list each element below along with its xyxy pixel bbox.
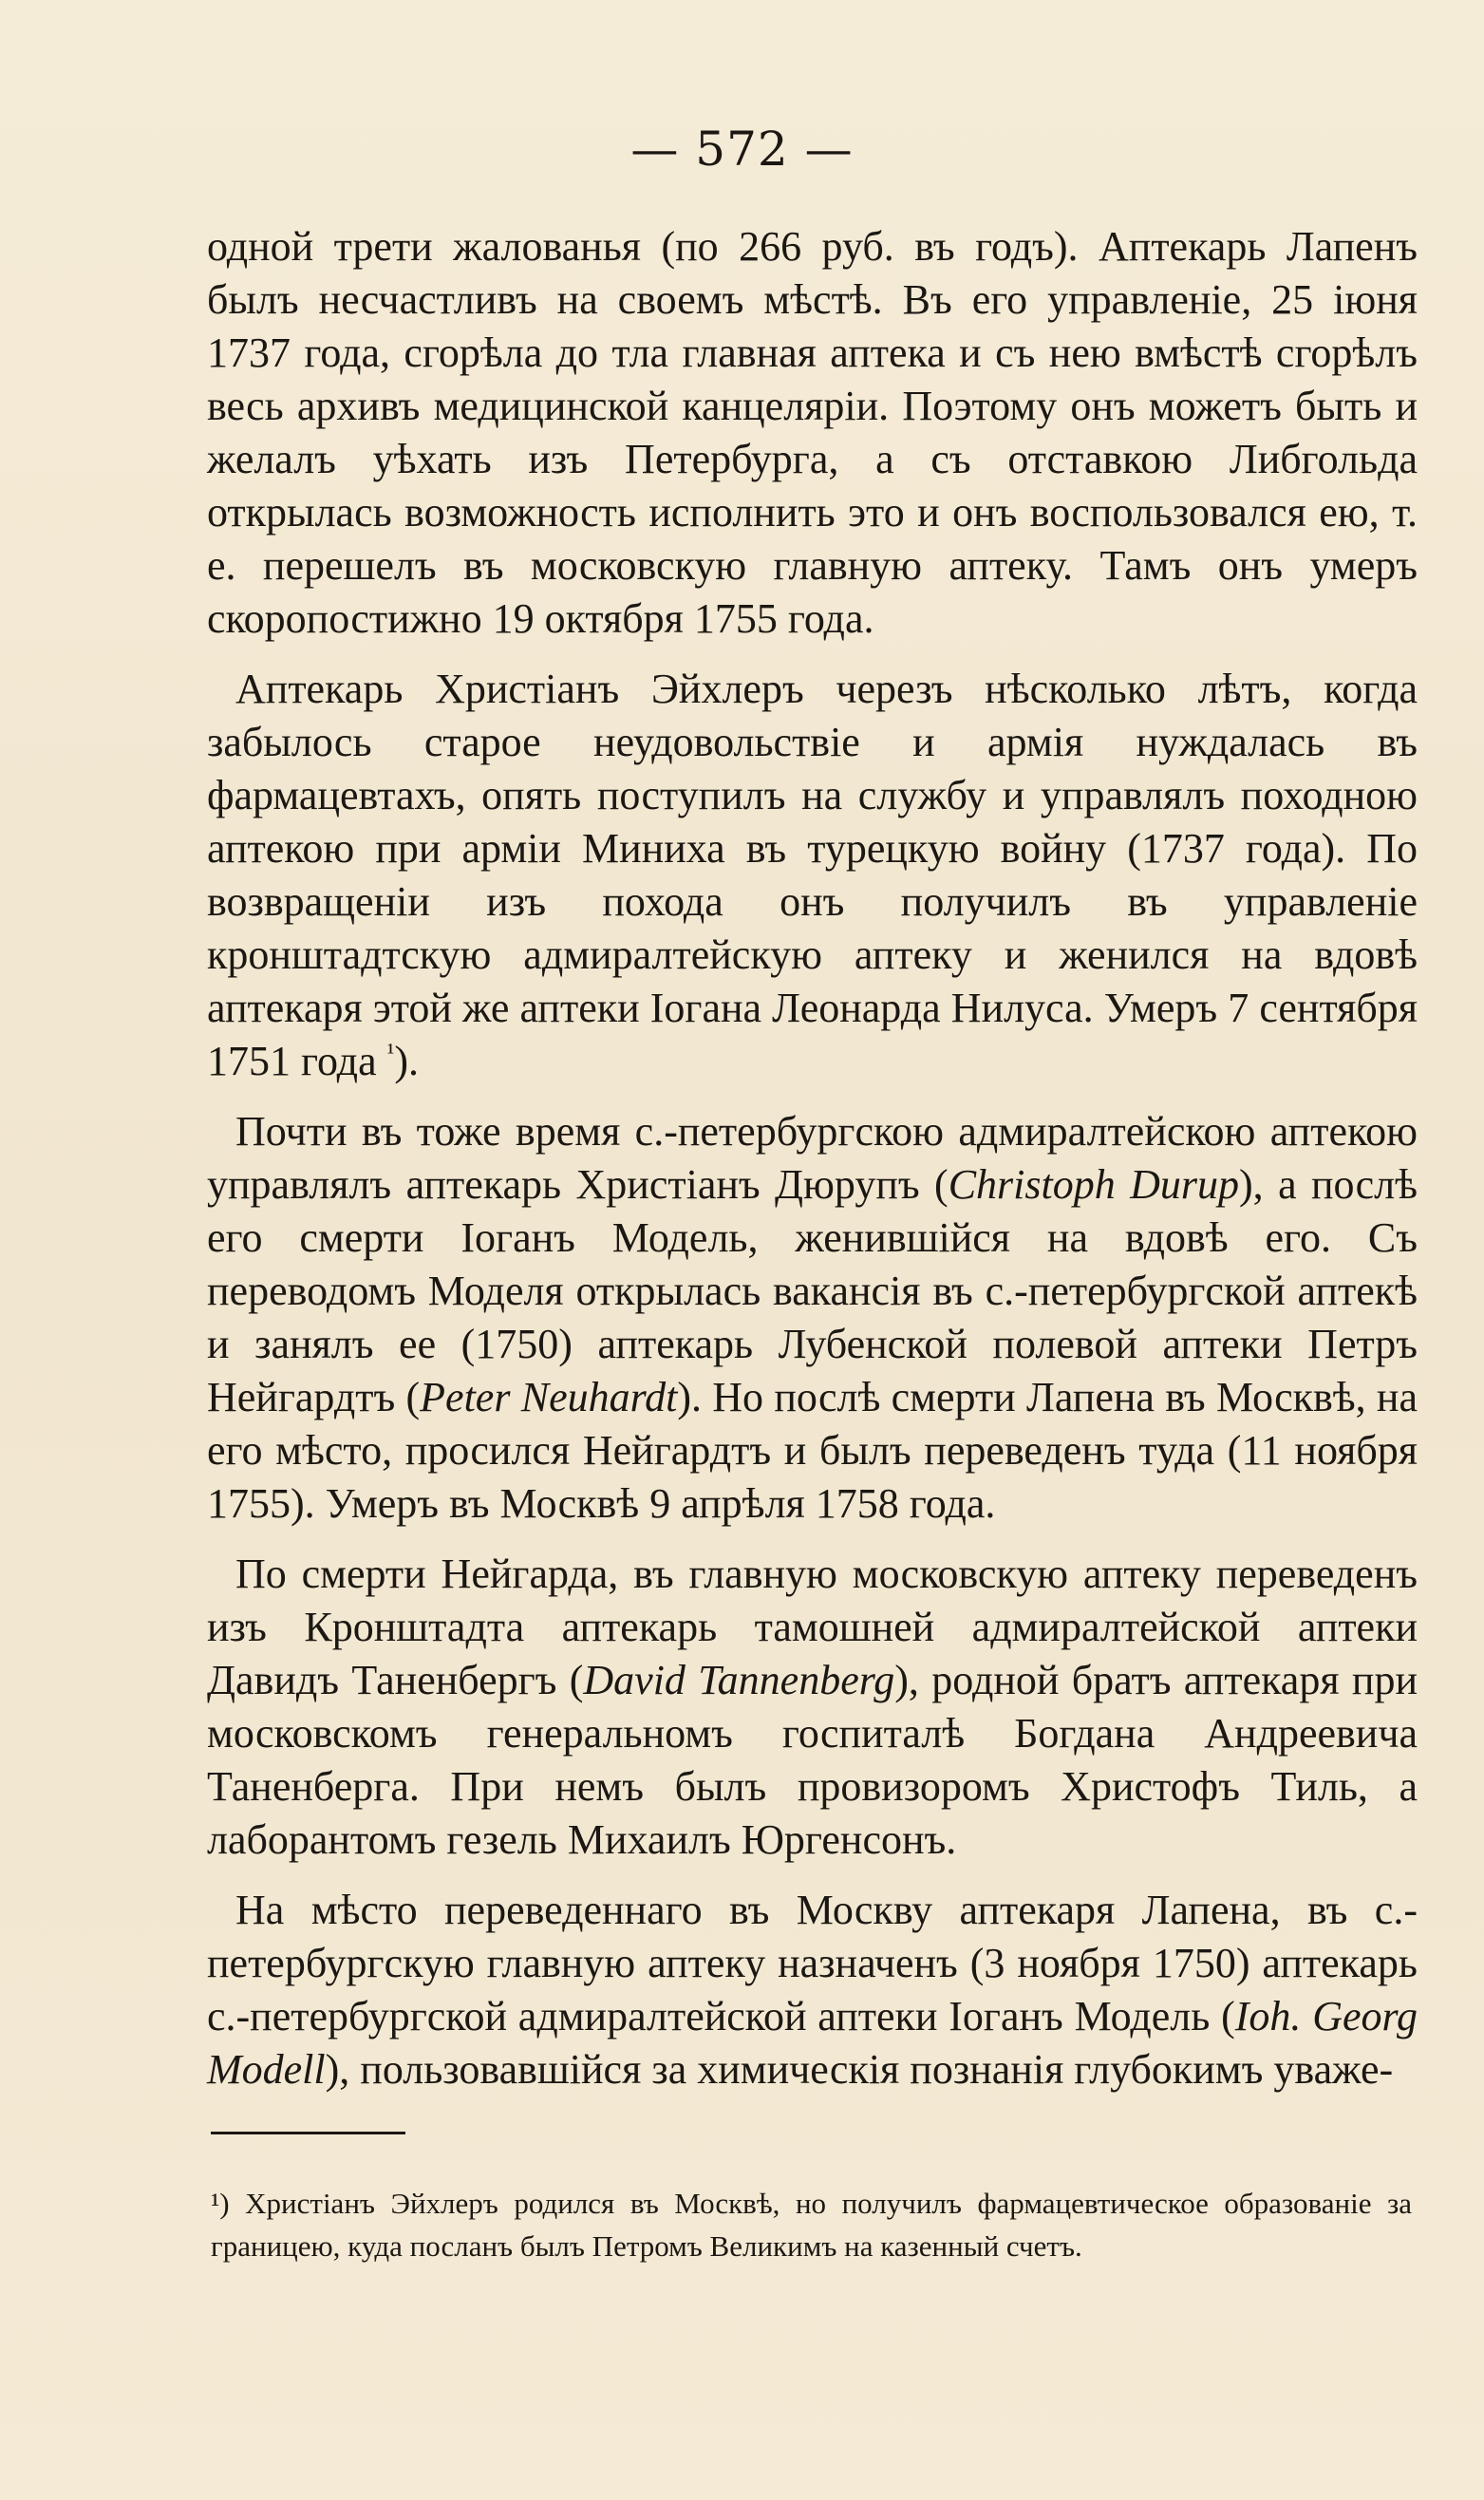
footnotes [211, 2182, 1412, 2267]
text-run: ), а послѣ его смерти Іоганъ Модель, женившійся на вдовѣ его. Съ переводомъ Моделя открылась вакансія въ с.-петербургской аптекѣ и занялъ ее (1750) аптекарь Лубенской полевой аптеки Петръ Нейгардтъ ( [207, 1161, 1418, 1420]
paragraph [207, 1548, 1418, 1867]
paragraph [207, 663, 1418, 1088]
footnote-marker: ¹ [386, 1038, 395, 1066]
latin-name: Christoph Durup [948, 1161, 1240, 1208]
main-text [207, 220, 1418, 2114]
text-run: ), родной братъ аптекаря при московскомъ генеральномъ госпиталѣ Богдана Андреевича Таненберга. При немъ былъ провизоромъ Христофъ Тиль, а лаборантомъ гезель Михаилъ Юргенсонъ. [207, 1657, 1418, 1863]
text-run: По смерти Нейгарда, въ главную московскую аптеку переведенъ изъ Кронштадта аптекарь тамошней адмиралтейской аптеки Давидъ Таненбергъ ( [207, 1551, 1418, 1703]
paragraph [207, 1105, 1418, 1531]
footnote: ¹) Христіанъ Эйхлеръ родился въ Москвѣ, но получилъ фармацевтическое образованіе за границею, куда посланъ былъ Петромъ Великимъ на казенный счетъ. [211, 2187, 1412, 2263]
latin-name: Peter Neuhardt [420, 1374, 678, 1420]
text-run: одной трети жалованья (по 266 руб. въ годъ). Аптекарь Лапенъ былъ несчастливъ на своемъ мѣстѣ. Въ его управленіе, 25 іюня 1737 года, сгорѣла до тла главная аптека и съ нею вмѣстѣ сгорѣлъ весь архивъ медицинской канцеляріи. Поэтому онъ можетъ быть и желалъ уѣхать изъ Петербурга, а съ отставкою Либгольда открылась возможность исполнить это и онъ воспользовался ею, т. е. перешелъ въ московскую главную аптеку. Тамъ онъ умеръ скоропостижно 19 октября 1755 года. [207, 223, 1418, 642]
footnote-divider [211, 2132, 405, 2134]
text-run: На мѣсто переведеннаго въ Москву аптекаря Лапена, въ с.-петербургскую главную аптеку назначенъ (3 ноября 1750) аптекарь с.-петербургской адмиралтейской аптеки Іоганъ Модель ( [207, 1887, 1418, 2039]
text-run: ). [394, 1038, 420, 1084]
page-number: — 572 — [630, 122, 854, 177]
paragraph [207, 1884, 1418, 2096]
latin-name: David Tannenberg [583, 1657, 895, 1703]
text-run: ). Но послѣ смерти Лапена въ Москвѣ, на его мѣсто, просился Нейгардтъ и былъ переведенъ туда (11 ноября 1755). Умеръ въ Москвѣ 9 апрѣля 1758 года. [207, 1374, 1418, 1527]
latin-name: Ioh. Georg Modell [207, 1993, 1418, 2093]
text-run: Почти въ тоже время с.-петербургскою адмиралтейскою аптекою управлялъ аптекарь Христіанъ Дюрупъ ( [207, 1108, 1418, 1208]
text-run: ), пользовавшійся за химическія познанія глубокимъ уваже- [325, 2046, 1394, 2093]
paragraph [207, 220, 1418, 646]
text-run: Аптекарь Христіанъ Эйхлеръ черезъ нѣсколько лѣтъ, когда забылось старое неудовольствіе и армія нуждалась въ фармацевтахъ, опять поступилъ на службу и управлялъ походною аптекою при арміи Миниха въ турецкую войну (1737 года). По возвращеніи изъ похода онъ получилъ въ управленіе кронштадтскую адмиралтейскую аптеку и женился на вдовѣ аптекаря этой же аптеки Іогана Леонарда Нилуса. Умеръ 7 сентября 1751 года [207, 666, 1418, 1084]
